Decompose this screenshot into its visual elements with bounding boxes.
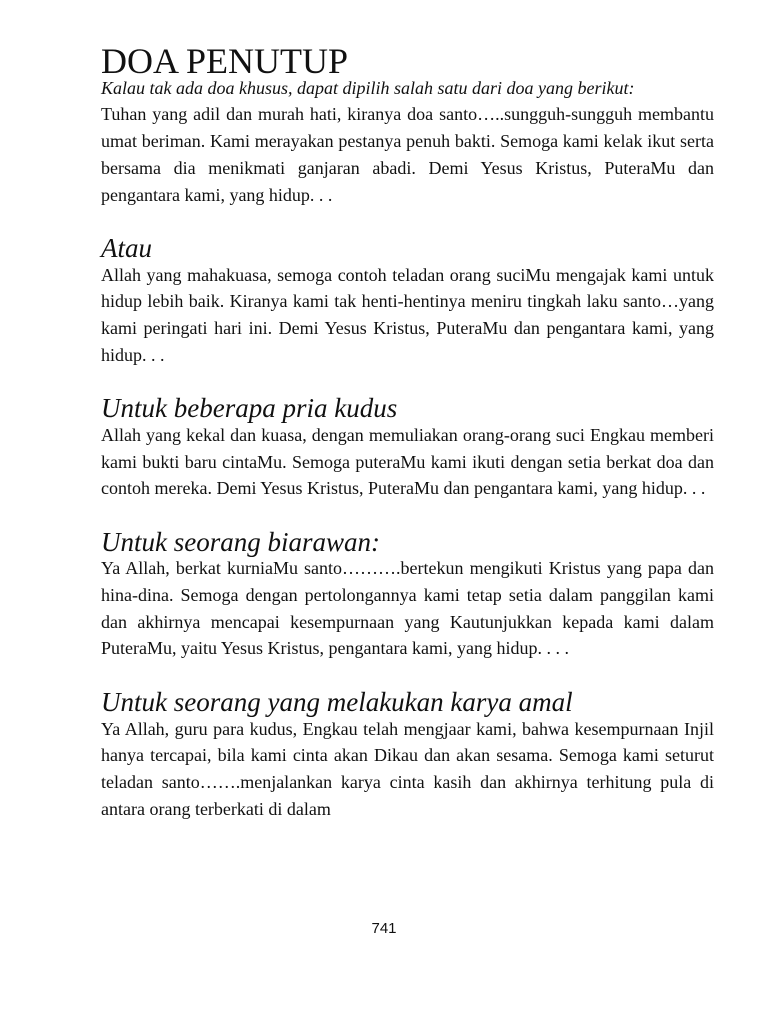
page-number: 741: [371, 920, 397, 937]
section-text: Allah yang kekal dan kuasa, dengan memuliakan orang-orang suci Engkau memberi kami bukti baru cintaMu. Semoga puteraMu kami ikuti dengan setia berkat doa dan contoh mereka. Demi Yesus Kristus, PuteraMu dan pengantara kami, yang hidup. . .: [101, 424, 714, 499]
intro-prayer: Tuhan yang adil dan murah hati, kiranya doa santo…..sungguh-sungguh membantu umat beriman. Kami merayakan pestanya penuh bakti. Semoga kami kelak ikut serta bersama dia menikmati ganjaran abadi. Demi Yesus Kristus, PuteraMu dan pengantara kami, yang hidup. . .: [101, 104, 714, 205]
section-title: Untuk seorang yang melakukan karya amal: [101, 686, 573, 717]
section-title: Atau: [101, 232, 152, 263]
section-karya-amal: [101, 686, 714, 823]
section-title: Untuk beberapa pria kudus: [101, 393, 398, 424]
doc-instruction: Kalau tak ada doa khusus, dapat dipilih salah satu dari doa yang berikut:: [101, 77, 635, 98]
section-text: Allah yang mahakuasa, semoga contoh teladan orang suciMu mengajak kami untuk hidup lebih baik. Kiranya kami tak henti-hentinya meniru tingkah laku santo…yang kami peringati hari ini. Demi Yesus Kristus, PuteraMu dan pengantara kami, yang hidup. . .: [101, 264, 714, 365]
doc-heading: DOA PENUTUP: [101, 41, 349, 81]
section-title: Untuk seorang biarawan:: [101, 526, 380, 557]
section-seorang-biarawan: [101, 526, 714, 663]
section-beberapa-pria-kudus: [101, 395, 714, 502]
section-atau: [101, 232, 714, 369]
section-text: Ya Allah, guru para kudus, Engkau telah mengjaar kami, bahwa kesempurnaan Injil hanya tercapai, bila kami cinta akan Dikau dan akan sesama. Semoga kami seturut teladan santo…….menjalankan karya cinta kasih dan akhirnya terhitung pula di antara orang terberkati di dalam: [101, 718, 714, 819]
section-text: Ya Allah, berkat kurniaMu santo……….bertekun mengikuti Kristus yang papa dan hina-dina. Semoga dengan pertolongannya kami tetap setia dalam panggilan kami dan akhirnya mencapai kesempurnaan yang Kautunjukkan kepada kami dalam PuteraMu, yaitu Yesus Kristus, pengantara kami, yang hidup. . . .: [101, 558, 714, 659]
document-page: [101, 41, 714, 822]
